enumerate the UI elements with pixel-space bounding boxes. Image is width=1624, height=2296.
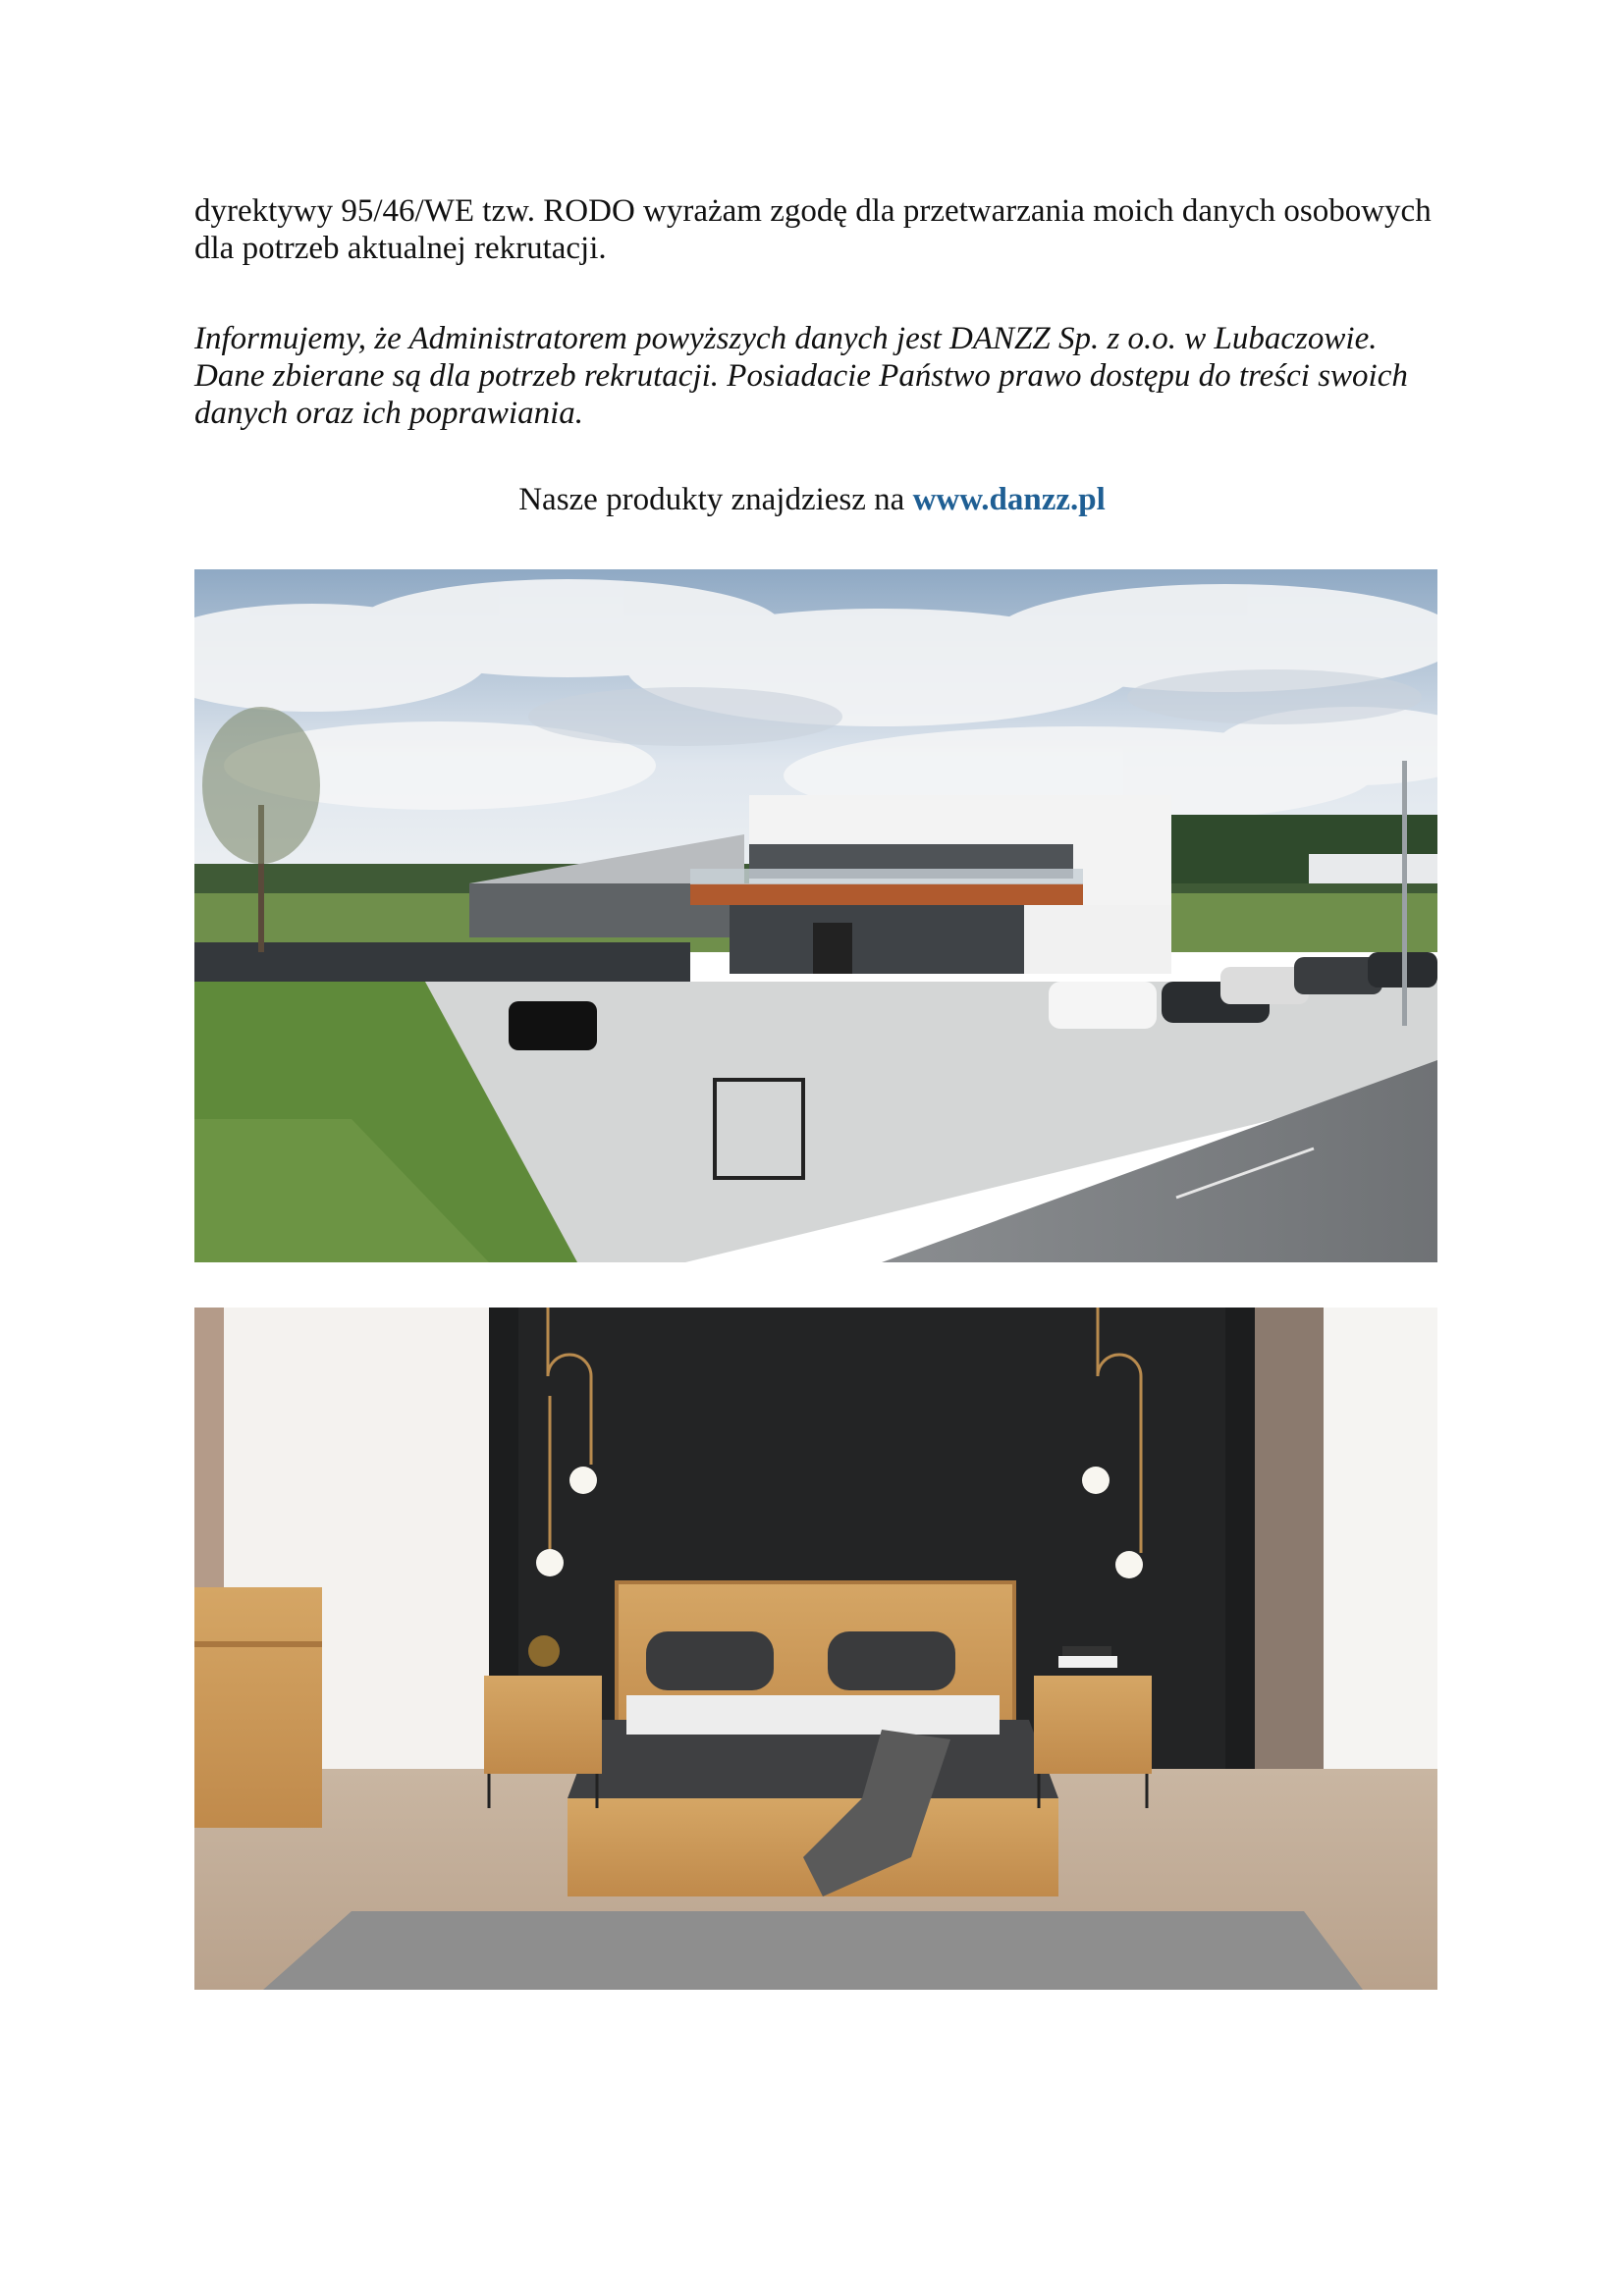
administrator-info-paragraph: Informujemy, że Administratorem powyższych danych jest DANZZ Sp. z o.o. w Lubaczowie. Dane zbierane są dla potrzeb rekrutacji. Posiadacie Państwo prawo dostępu do treści swoich danych oraz ich poprawiania. xyxy=(194,321,1408,431)
products-line-prefix: Nasze produkty znajdziesz na xyxy=(518,482,913,517)
bedroom-furniture-photo xyxy=(194,1308,1437,1990)
consent-paragraph: dyrektywy 95/46/WE tzw. RODO wyrażam zgodę dla przetwarzania moich danych osobowych dla potrzeb aktualnej rekrutacji. xyxy=(194,193,1432,266)
website-link[interactable]: www.danzz.pl xyxy=(912,482,1106,517)
products-line xyxy=(0,481,1624,518)
factory-building-photo xyxy=(194,569,1437,1262)
